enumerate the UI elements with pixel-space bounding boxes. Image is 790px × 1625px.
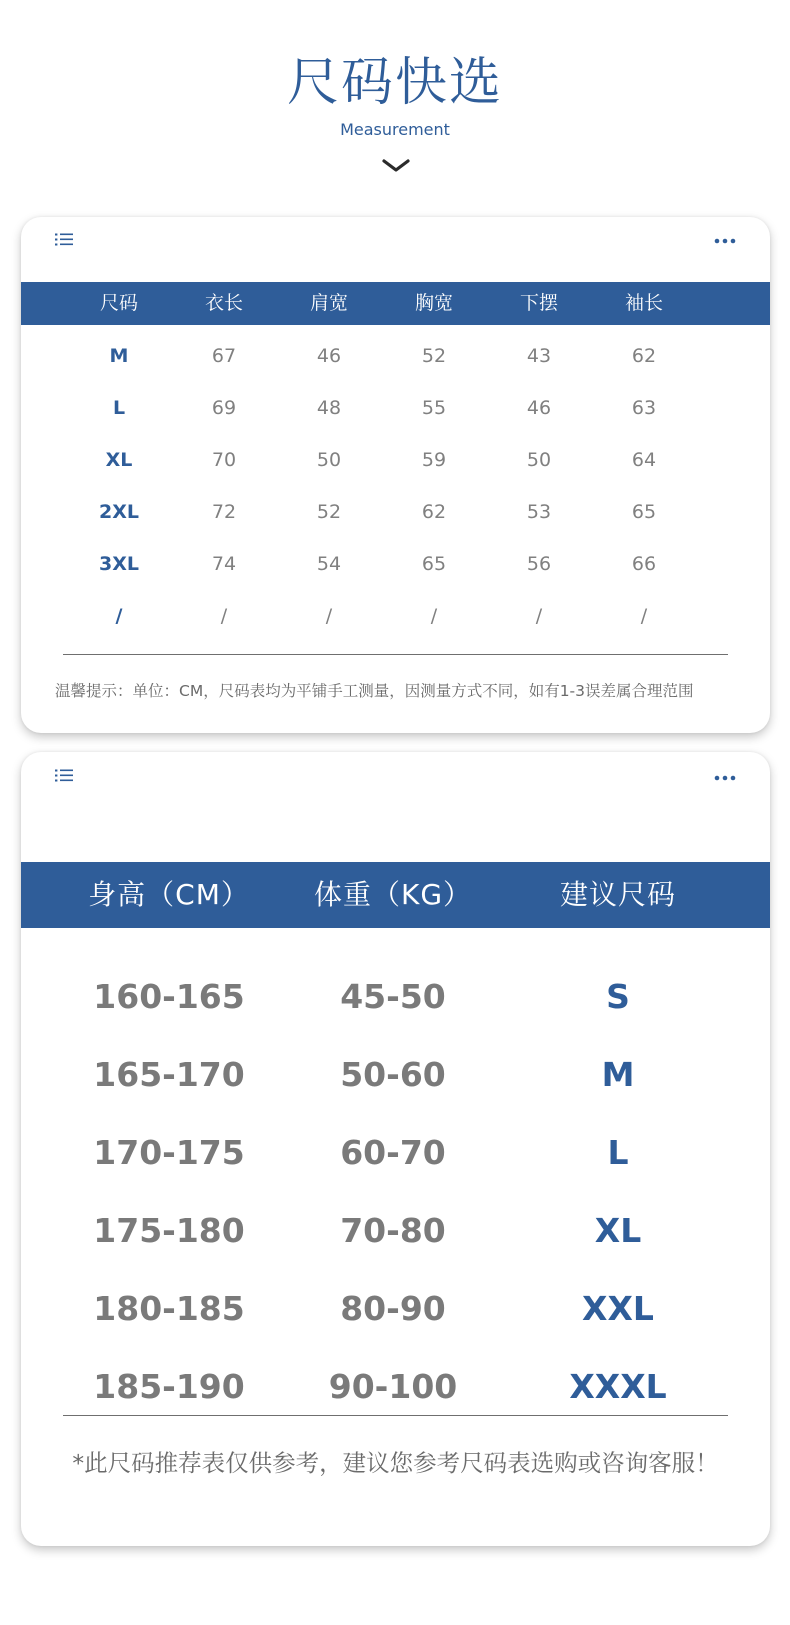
value-cell: /	[535, 605, 543, 627]
size-cell: 3XL	[99, 553, 139, 575]
table-row	[21, 1192, 770, 1270]
divider	[63, 1415, 728, 1416]
col-header-hem: 下摆	[519, 292, 558, 314]
col-header-sleeve: 袖长	[624, 292, 663, 314]
weight-cell: 70-80	[340, 1211, 446, 1250]
measurement-note: 温馨提示：单位：CM，尺码表均为平铺手工测量，因测量方式不同，如有1-3误差属合理范围	[55, 682, 694, 700]
table-row	[21, 382, 770, 434]
list-icon[interactable]	[55, 768, 75, 786]
divider	[63, 654, 728, 655]
value-cell: 52	[316, 501, 342, 523]
weight-cell: 45-50	[340, 977, 446, 1016]
col-header-shoulder: 肩宽	[309, 292, 348, 314]
more-dots-icon[interactable]	[714, 774, 736, 782]
value-cell: 65	[421, 553, 447, 575]
size-cell: 2XL	[99, 501, 139, 523]
col-header-suggested-size: 建议尺码	[559, 878, 676, 911]
value-cell: 72	[211, 501, 237, 523]
size-cell: /	[115, 605, 123, 627]
weight-cell: 60-70	[340, 1133, 446, 1172]
table-row	[21, 538, 770, 590]
suggested-size-cell: S	[606, 977, 630, 1016]
page-subtitle: Measurement	[340, 120, 450, 139]
measurement-card	[21, 217, 770, 733]
col-header-length: 衣长	[204, 292, 243, 314]
list-icon[interactable]	[55, 232, 75, 250]
size-cell: M	[109, 345, 129, 367]
value-cell: 62	[421, 501, 447, 523]
height-cell: 165-170	[93, 1055, 245, 1094]
height-cell: 170-175	[93, 1133, 245, 1172]
table-row	[21, 958, 770, 1036]
value-cell: 56	[526, 553, 552, 575]
col-header-size: 尺码	[99, 292, 138, 314]
height-cell: 180-185	[93, 1289, 245, 1328]
value-cell: 65	[631, 501, 657, 523]
suggested-size-cell: L	[607, 1133, 629, 1172]
recommend-table-header	[21, 862, 770, 928]
weight-cell: 90-100	[328, 1367, 458, 1406]
value-cell: 50	[526, 449, 552, 471]
value-cell: 59	[421, 449, 447, 471]
value-cell: 50	[316, 449, 342, 471]
table-row	[21, 590, 770, 642]
table-row	[21, 434, 770, 486]
value-cell: 43	[526, 345, 552, 367]
weight-cell: 80-90	[340, 1289, 446, 1328]
col-header-height: 身高（CM）	[88, 878, 250, 911]
value-cell: 64	[631, 449, 657, 471]
height-cell: 185-190	[93, 1367, 245, 1406]
recommendation-card	[21, 752, 770, 1546]
value-cell: 55	[421, 397, 447, 419]
height-cell: 160-165	[93, 977, 245, 1016]
value-cell: /	[430, 605, 438, 627]
height-cell: 175-180	[93, 1211, 245, 1250]
suggested-size-cell: XL	[594, 1211, 642, 1250]
value-cell: 62	[631, 345, 657, 367]
value-cell: 54	[316, 553, 342, 575]
table-row	[21, 330, 770, 382]
suggested-size-cell: M	[601, 1055, 635, 1094]
value-cell: 69	[211, 397, 237, 419]
suggested-size-cell: XXL	[582, 1289, 654, 1328]
value-cell: 67	[211, 345, 237, 367]
measurement-table-header	[21, 282, 770, 325]
page-title: 尺码快选	[286, 53, 503, 113]
chevron-down-icon	[380, 156, 412, 176]
value-cell: 52	[421, 345, 447, 367]
table-row	[21, 1036, 770, 1114]
value-cell: /	[325, 605, 333, 627]
value-cell: 70	[211, 449, 237, 471]
value-cell: 46	[526, 397, 552, 419]
value-cell: 63	[631, 397, 657, 419]
col-header-weight: 体重（KG）	[313, 878, 473, 911]
col-header-chest: 胸宽	[414, 292, 453, 314]
value-cell: 74	[211, 553, 237, 575]
table-row	[21, 1270, 770, 1348]
table-row	[21, 486, 770, 538]
more-dots-icon[interactable]	[714, 237, 736, 245]
suggested-size-cell: XXXL	[569, 1367, 667, 1406]
recommend-note: *此尺码推荐表仅供参考，建议您参考尺码表选购或咨询客服！	[72, 1449, 719, 1477]
value-cell: 53	[526, 501, 552, 523]
value-cell: /	[220, 605, 228, 627]
size-cell: XL	[105, 449, 133, 471]
weight-cell: 50-60	[340, 1055, 446, 1094]
value-cell: /	[640, 605, 648, 627]
table-row	[21, 1114, 770, 1192]
size-cell: L	[112, 397, 126, 419]
value-cell: 66	[631, 553, 657, 575]
value-cell: 46	[316, 345, 342, 367]
value-cell: 48	[316, 397, 342, 419]
